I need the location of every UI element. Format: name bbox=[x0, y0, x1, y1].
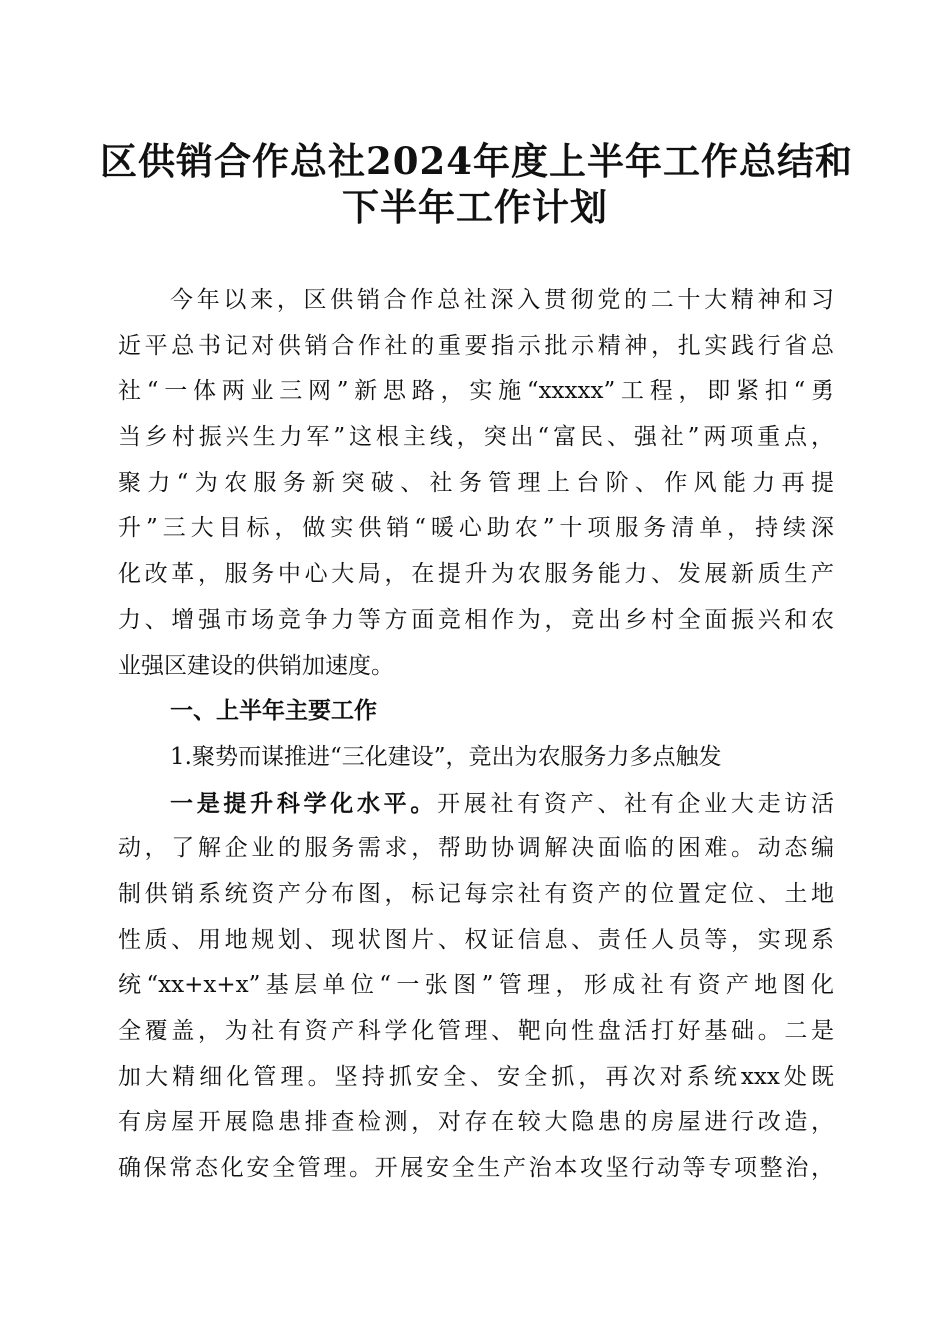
subsection-heading: 1.聚势而谋推进“三化建设”，竞出为农服务力多点触发 bbox=[170, 743, 722, 770]
intro-line-8: 力、增强市场竞争力等方面竞相作为，竞出乡村全面振兴和农 bbox=[118, 606, 834, 633]
document-body bbox=[118, 278, 834, 1192]
intro-line-7: 化改革，服务中心大局，在提升为农服务能力、发展新质生产 bbox=[118, 561, 834, 588]
item1-first-line bbox=[118, 781, 834, 827]
intro-line-4: 当乡村振兴生力军”这根主线，突出“富民、强社”两项重点， bbox=[118, 424, 834, 451]
body-line-3: 性质、用地规划、现状图片、权证信息、责任人员等，实现系 bbox=[118, 926, 834, 953]
body-line-5: 全覆盖，为社有资产科学化管理、靶向性盘活打好基础。二是 bbox=[118, 1018, 834, 1044]
body-line-7: 有房屋开展隐患排查检测，对存在较大隐患的房屋进行改造， bbox=[118, 1109, 834, 1136]
section-heading: 一、上半年主要工作 bbox=[170, 698, 377, 725]
body-line-8: 确保常态化安全管理。开展安全生产治本攻坚行动等专项整治， bbox=[118, 1155, 834, 1182]
title-line-1: 区供销合作总社2024年度上半年工作总结和 bbox=[100, 139, 853, 183]
intro-line-3: 社“一体两业三网”新思路，实施“xxxxx”工程，即紧扣“勇 bbox=[118, 378, 834, 405]
body-line-4: 统“xx+x+x”基层单位“一张图”管理，形成社有资产地图化 bbox=[118, 972, 834, 999]
body-line-1: 动，了解企业的服务需求，帮助协调解决面临的困难。动态编 bbox=[118, 835, 834, 862]
item1-first-rest: 开展社有资产、社有企业大走访活 bbox=[437, 790, 835, 817]
intro-line-2: 近平总书记对供销合作社的重要指示批示精神，扎实践行省总 bbox=[118, 332, 834, 359]
document-title bbox=[100, 138, 853, 230]
body-line-2: 制供销系统资产分布图，标记每宗社有资产的位置定位、土地 bbox=[118, 880, 834, 907]
intro-line-6: 升”三大目标，做实供销“暖心助农”十项服务清单，持续深 bbox=[118, 515, 834, 542]
item1-lead: 一是提升科学化水平。 bbox=[170, 789, 438, 817]
title-line-2: 下半年工作计划 bbox=[342, 185, 608, 229]
body-line-6: 加大精细化管理。坚持抓安全、安全抓，再次对系统xxx处既 bbox=[118, 1063, 834, 1090]
intro-line-5: 聚力“为农服务新突破、社务管理上台阶、作风能力再提 bbox=[118, 469, 834, 496]
intro-line-9: 业强区建设的供销加速度。 bbox=[118, 652, 394, 679]
intro-line-1: 今年以来，区供销合作总社深入贯彻党的二十大精神和习 bbox=[170, 287, 834, 313]
